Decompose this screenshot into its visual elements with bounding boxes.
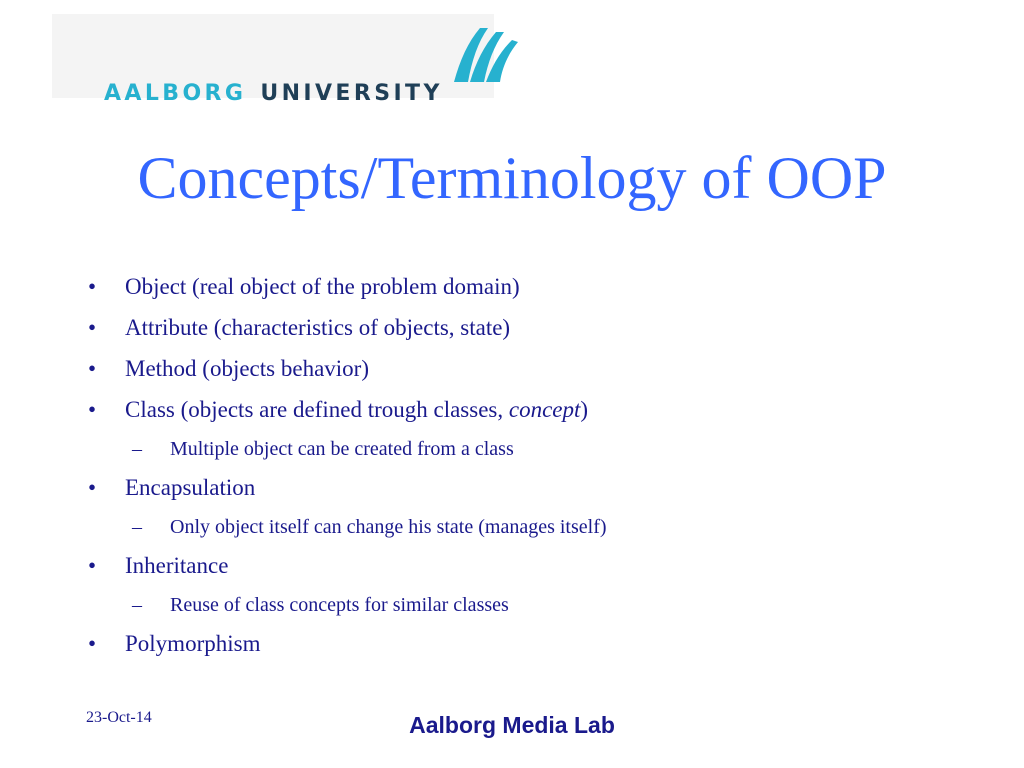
bullet-text: Encapsulation: [125, 475, 256, 500]
bullet-marker: •: [88, 553, 97, 578]
bullet-text: Method (objects behavior): [125, 356, 369, 381]
wave-logo-icon: [450, 22, 520, 84]
logo-word-university: UNIVERSITY: [260, 81, 443, 106]
slide-title: Concepts/Terminology of OOP: [137, 145, 887, 211]
sub-bullet-text: Reuse of class concepts for similar classes: [170, 594, 509, 616]
bullet-marker: •: [88, 397, 97, 422]
sub-bullet-text: Multiple object can be created from a class: [170, 438, 514, 460]
footer-organization: Aalborg Media Lab: [409, 712, 615, 738]
bullet-item: [0, 309, 1024, 350]
bullet-marker: •: [88, 475, 97, 500]
bullet-item: [0, 268, 1024, 309]
bullet-text: Inheritance: [125, 553, 229, 578]
bullet-marker: •: [88, 315, 97, 340]
logo-wordmark: [104, 80, 443, 108]
bullet-item: [0, 625, 1024, 666]
bullet-text: Object (real object of the problem domain): [125, 274, 520, 299]
sub-bullet-marker: –: [132, 438, 142, 460]
sub-bullet-marker: –: [132, 516, 142, 538]
bullet-marker: •: [88, 274, 97, 299]
bullet-item: [0, 547, 1024, 588]
bullet-item: [0, 469, 1024, 510]
bullet-text-emphasis: concept: [508, 397, 581, 422]
bullet-marker: •: [88, 356, 97, 381]
bullet-item: [0, 391, 1024, 432]
bullet-text: Polymorphism: [125, 631, 261, 656]
logo-word-aalborg: AALBORG: [104, 81, 247, 106]
bullet-text-part: ): [580, 397, 589, 422]
bullet-marker: •: [88, 631, 97, 656]
bullet-text: Attribute (characteristics of objects, state): [125, 315, 511, 340]
sub-bullet-text: Only object itself can change his state (manages itself): [170, 516, 607, 538]
slide-date: 23-Oct-14: [86, 709, 152, 726]
sub-bullet-item: [0, 510, 1024, 547]
sub-bullet-item: [0, 432, 1024, 469]
bullet-item: [0, 350, 1024, 391]
sub-bullet-marker: –: [132, 594, 142, 616]
bullet-text-part: Class (objects are defined trough classes,: [125, 397, 509, 422]
bullet-list: [0, 268, 1024, 666]
sub-bullet-item: [0, 588, 1024, 625]
university-logo: [52, 14, 494, 106]
bullet-text: [125, 391, 588, 429]
